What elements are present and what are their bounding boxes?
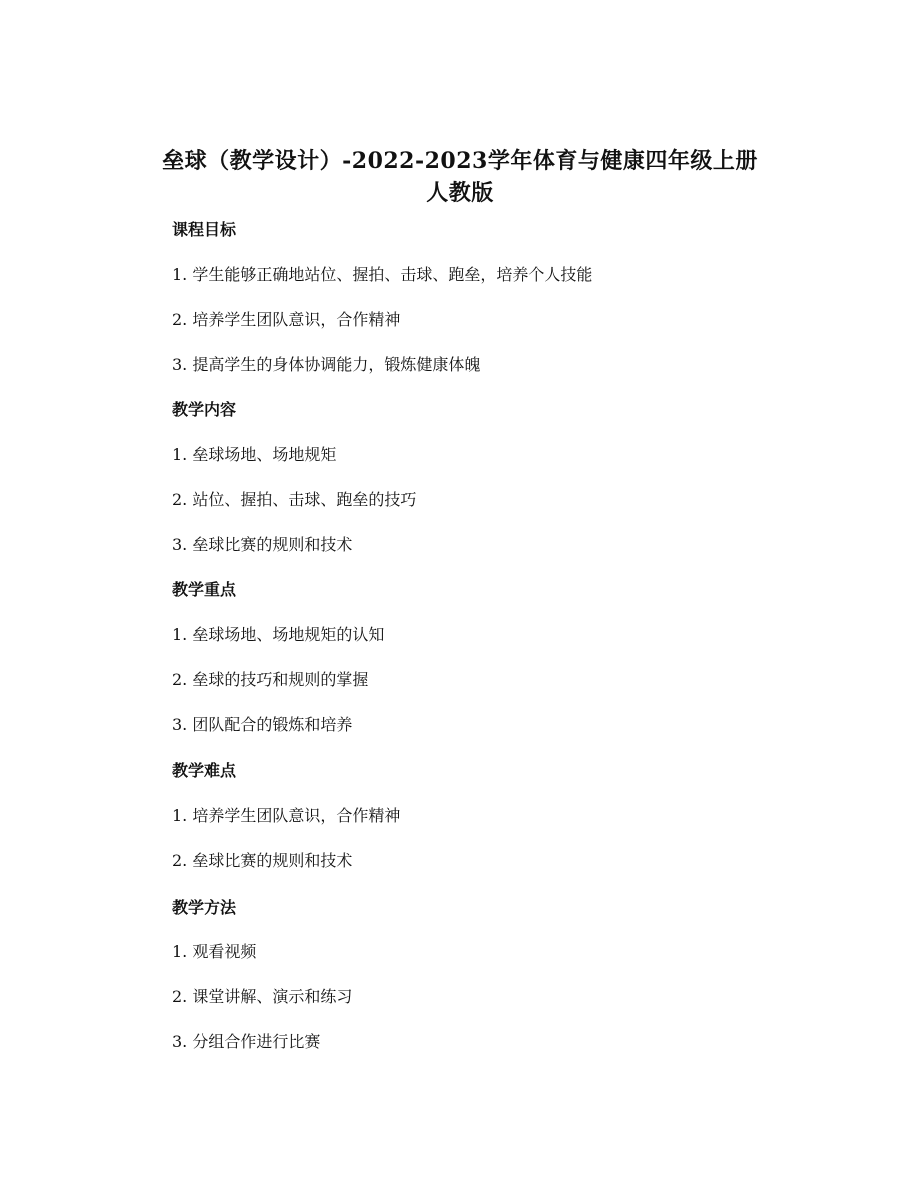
list-item: 2. 培养学生团队意识，合作精神 xyxy=(172,310,401,329)
list-item: 3. 提高学生的身体协调能力，锻炼健康体魄 xyxy=(172,355,481,374)
list-item: 2. 垒球比赛的规则和技术 xyxy=(172,851,353,870)
list-item: 3. 团队配合的锻炼和培养 xyxy=(172,715,353,734)
list-item: 3. 分组合作进行比赛 xyxy=(172,1032,321,1051)
list-item: 3. 垒球比赛的规则和技术 xyxy=(172,535,353,554)
list-item: 2. 课堂讲解、演示和练习 xyxy=(172,987,353,1006)
list-item: 1. 培养学生团队意识，合作精神 xyxy=(172,806,401,825)
list-item: 1. 学生能够正确地站位、握拍、击球、跑垒，培养个人技能 xyxy=(172,265,593,284)
list-item: 2. 站位、握拍、击球、跑垒的技巧 xyxy=(172,490,417,509)
list-item: 2. 垒球的技巧和规则的掌握 xyxy=(172,670,369,689)
document-title-line-1: 垒球（教学设计）-2022-2023学年体育与健康四年级上册 xyxy=(162,148,758,174)
document-title-line-2: 人教版 xyxy=(426,180,494,206)
section-heading-key-points: 教学重点 xyxy=(172,580,237,599)
list-item: 1. 垒球场地、场地规矩的认知 xyxy=(172,625,385,644)
section-heading-teaching-content: 教学内容 xyxy=(172,400,237,419)
section-heading-course-goals: 课程目标 xyxy=(172,220,237,239)
section-heading-methods: 教学方法 xyxy=(172,898,237,917)
list-item: 1. 观看视频 xyxy=(172,942,257,961)
list-item: 1. 垒球场地、场地规矩 xyxy=(172,445,337,464)
section-heading-difficulties: 教学难点 xyxy=(172,761,237,780)
